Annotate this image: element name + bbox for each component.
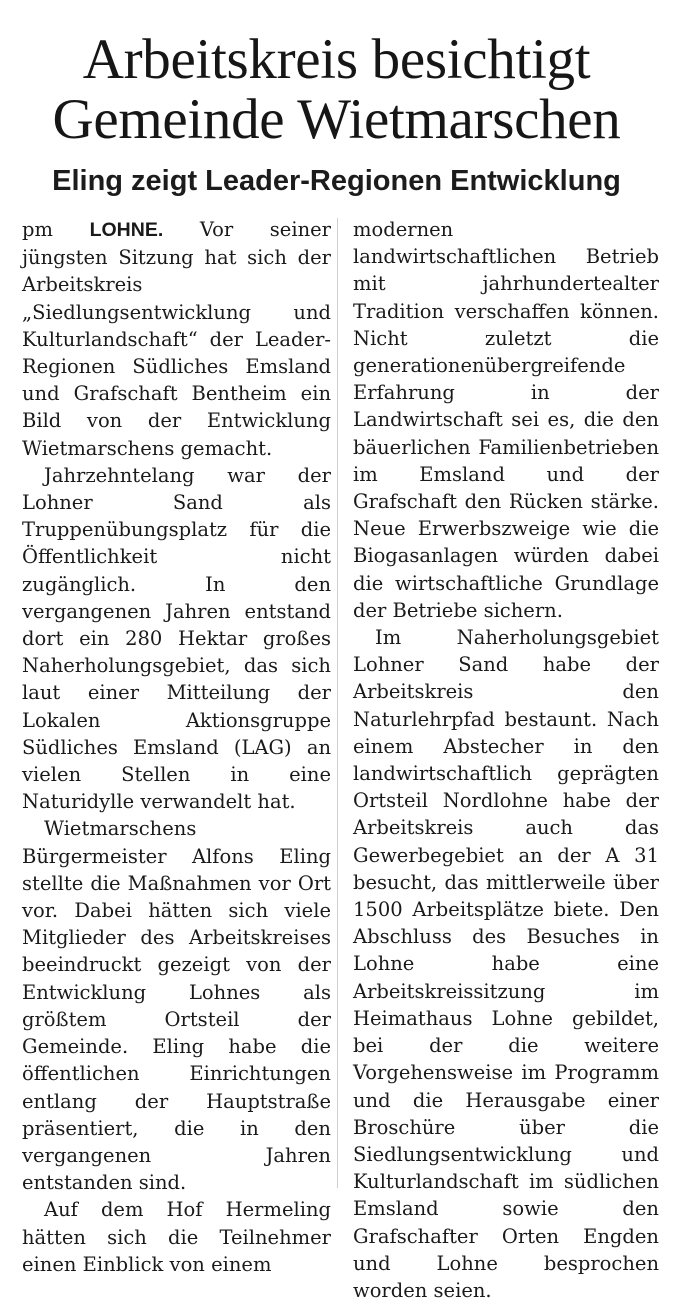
- subheadline: Eling zeigt Leader-Regionen Entwicklung: [52, 165, 621, 197]
- paragraph-1: [22, 216, 331, 462]
- byline: pm: [22, 218, 53, 241]
- dateline: LOHNE.: [89, 219, 164, 241]
- paragraph-5: Im Naherholungsgebiet Lohner Sand habe der Arbeitskreis den Naturlehrpfad bestaunt. Nach einem Abstecher in den landwirtschaftlich geprägten Ortsteil Nordlohne habe der Arbeitskreis auch das Gewerbegebiet an der A 31 besucht, das mittlerweile über 1500 Arbeitsplätze biete. Den Abschluss des Besuches in Lohne habe eine Arbeitskreissitzung im Heimathaus Lohne gebildet, bei der die weitere Vorgehensweise im Programm und die Herausgabe einer Broschüre über die Siedlungsentwicklung und Kulturlandschaft im südlichen Emsland sowie den Grafschafter Orten Engden und Lohne besprochen worden seien.: [353, 626, 659, 1302]
- headline: [0, 30, 673, 150]
- paragraph-3: Wietmarschens Bürgermeister Alfons Eling stellte die Maßnahmen vor Ort vor. Dabei hätten sich viele Mitglieder des Arbeitskreises beeindruckt gezeigt von der Entwicklung Lohnes als größtem Ortsteil der Gemeinde. Eling habe die öffentlichen Einrichtungen entlang der Hauptstraße präsentiert, die in den vergangenen Jahren entstanden sind.: [22, 817, 331, 1195]
- paragraph-2: Jahrzehntelang war der Lohner Sand als Truppenübungsplatz für die Öffentlichkeit nicht zugänglich. In den vergangenen Jahren entstand dort ein 280 Hektar großes Naherholungsgebiet, das sich laut einer Mitteilung der Lokalen Aktionsgruppe Südliches Emsland (LAG) an vielen Stellen in eine Naturidylle verwandelt hat.: [22, 463, 331, 814]
- headline-line-1: Arbeitskreis besichtigt: [82, 28, 591, 91]
- headline-line-2: Gemeinde Wietmarschen: [52, 88, 621, 151]
- paragraph-4-continued: modernen landwirtschaftlichen Betrieb mit jahrhundertealter Tradition verschaffen können. Nicht zuletzt die generationenübergreifende Erfahrung in der Landwirtschaft sei es, die den bäuerlichen Familienbetrieben im Emsland und der Grafschaft den Rücken stärke. Neue Erwerbszweige wie die Biogasanlagen würden dabei die wirtschaftliche Grundlage der Betriebe sichern.: [353, 218, 659, 622]
- column-divider: [337, 218, 338, 1188]
- paragraph-1-text: Vor seiner jüngsten Sitzung hat sich der Arbeitskreis „Siedlungsentwicklung und Kulturlandschaft“ der Leader-Regionen Südliches Emsland und Grafschaft Bentheim ein Bild von der Entwicklung Wietmarschens gemacht.: [22, 218, 331, 460]
- article-column-left: [22, 216, 331, 1278]
- article-column-right: [353, 216, 659, 1304]
- paragraph-4-start: Auf dem Hof Hermeling hätten sich die Teilnehmer einen Einblick von einem: [22, 1198, 331, 1276]
